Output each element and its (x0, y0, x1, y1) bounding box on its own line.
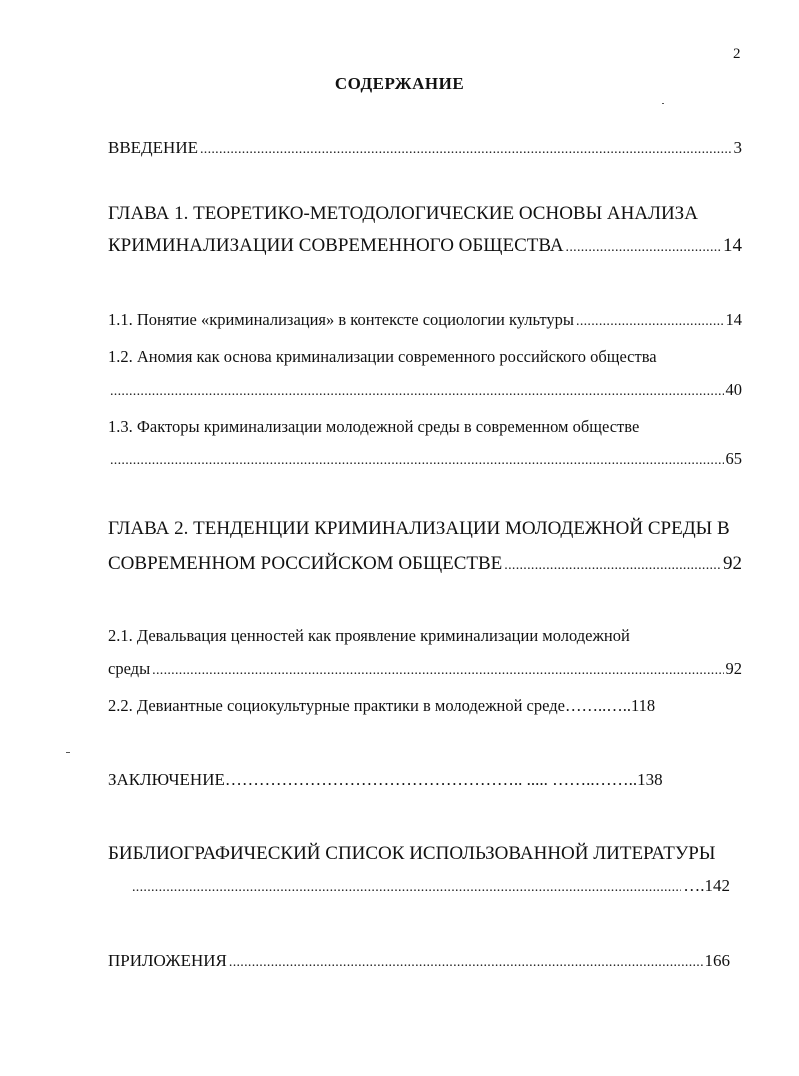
toc-chapter-1-line-1[interactable]: ГЛАВА 1. ТЕОРЕТИКО-МЕТОДОЛОГИЧЕСКИЕ ОСНОВЫ АНАЛИЗА (108, 203, 698, 224)
page-title: СОДЕРЖАНИЕ (334, 74, 465, 93)
toc-entry-page: 40 (725, 380, 742, 399)
dot-leader: …………………………………………….. ..... ……..…….. (224, 770, 638, 789)
toc-entry-page: 3 (733, 138, 742, 157)
toc-entry-bibliography-line-1[interactable]: БИБЛИОГРАФИЧЕСКИЙ СПИСОК ИСПОЛЬЗОВАННОЙ ЛИТЕРАТУРЫ (108, 843, 716, 864)
toc-entry-text: среды (108, 659, 151, 678)
toc-entry-introduction[interactable] (108, 137, 742, 161)
dot-leader (200, 139, 732, 161)
dot-leader (229, 952, 703, 974)
toc-entry-conclusion[interactable] (108, 769, 742, 791)
toc-entry-text: СОВРЕМЕННОМ РОССИЙСКОМ ОБЩЕСТВЕ (108, 553, 503, 574)
toc-entry-text: 2.2. Девиантные социокультурные практики в молодежной среде (108, 696, 565, 715)
toc-entry-bibliography[interactable] (130, 875, 730, 899)
toc-section-2-1-line-1[interactable]: 2.1. Девальвация ценностей как проявление криминализации молодежной (108, 626, 630, 645)
toc-entry-page: 138 (637, 770, 663, 789)
scan-speck (662, 103, 664, 104)
toc-chapter-2-line-1[interactable]: ГЛАВА 2. ТЕНДЕНЦИИ КРИМИНАЛИЗАЦИИ МОЛОДЕЖНОЙ СРЕДЫ В (108, 518, 730, 539)
dot-leader (110, 381, 724, 403)
toc-entry-page: 14 (723, 235, 742, 256)
toc-chapter-1[interactable] (108, 235, 742, 259)
toc-entry-page: 92 (725, 659, 742, 678)
toc-entry-appendices[interactable] (108, 950, 730, 974)
scan-speck (66, 752, 70, 753)
dot-leader (576, 311, 723, 333)
toc-section-1-1[interactable] (108, 309, 742, 333)
toc-entry-text: ВВЕДЕНИЕ (108, 138, 198, 157)
toc-section-2-2[interactable] (108, 695, 742, 717)
toc-section-2-1[interactable] (108, 658, 742, 682)
dot-leader: ……..….. (564, 696, 631, 715)
toc-entry-page: 166 (704, 951, 730, 970)
dot-leader (504, 555, 721, 577)
toc-entry-page: 92 (723, 553, 742, 574)
toc-section-1-2[interactable] (108, 379, 742, 403)
dot-leader (132, 877, 681, 899)
toc-entry-page: ….142 (683, 876, 730, 895)
dot-leader (152, 660, 723, 682)
toc-entry-text: ЗАКЛЮЧЕНИЕ (108, 770, 225, 789)
toc-section-1-3-line-1[interactable]: 1.3. Факторы криминализации молодежной среды в современном обществе (108, 417, 640, 436)
toc-section-1-2-line-1[interactable]: 1.2. Аномия как основа криминализации современного российского общества (108, 347, 657, 366)
toc-entry-page: 65 (725, 449, 742, 468)
dot-leader (110, 450, 724, 472)
toc-entry-page: 14 (725, 310, 742, 329)
toc-section-1-3[interactable] (108, 448, 742, 472)
toc-entry-text: ПРИЛОЖЕНИЯ (108, 951, 227, 970)
dot-leader (566, 237, 721, 259)
toc-entry-text: КРИМИНАЛИЗАЦИИ СОВРЕМЕННОГО ОБЩЕСТВА (108, 235, 564, 256)
toc-entry-text: 1.1. Понятие «криминализация» в контексте социологии культуры (108, 310, 575, 329)
toc-entry-page: 118 (630, 696, 656, 715)
toc-chapter-2[interactable] (108, 553, 742, 577)
page-number: 2 (733, 46, 741, 62)
